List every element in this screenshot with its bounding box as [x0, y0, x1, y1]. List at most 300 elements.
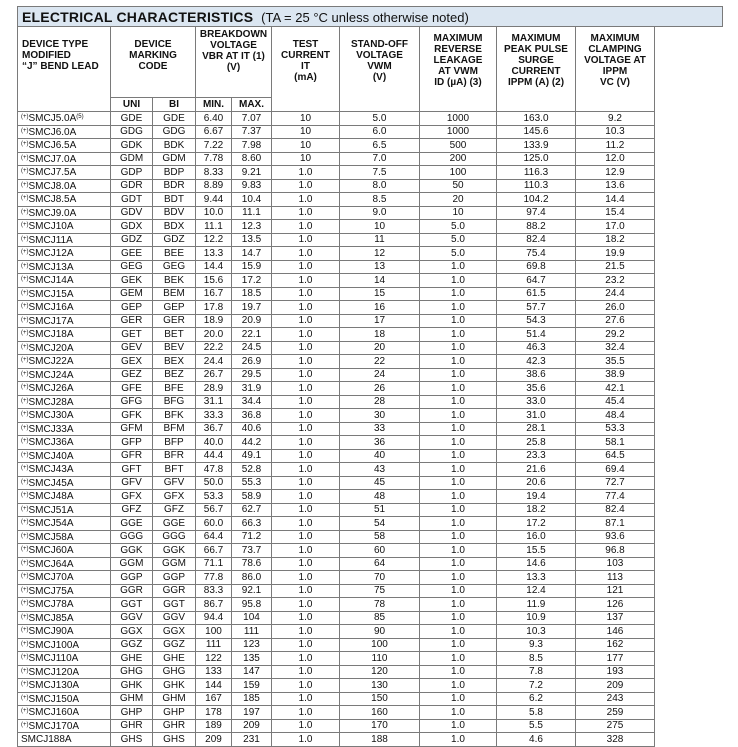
device-prefix-mark: (+) [21, 600, 29, 607]
cell-it: 1.0 [272, 449, 340, 463]
cell-max: 29.5 [232, 368, 272, 382]
header-leakage [420, 27, 497, 112]
cell-ippm: 14.6 [497, 557, 576, 571]
cell-uni: GDM [111, 152, 153, 166]
cell-id: 200 [420, 152, 497, 166]
header-breakdown-line3: VBR AT IT (1) [202, 51, 265, 62]
cell-max: 62.7 [232, 503, 272, 517]
cell-vc: 126 [576, 598, 655, 612]
cell-min: 15.6 [196, 274, 232, 288]
cell-vc: 27.6 [576, 314, 655, 328]
device-prefix-mark: (+) [21, 235, 29, 242]
cell-vwm: 10 [340, 220, 420, 234]
cell-device-type [18, 301, 111, 315]
table-row [18, 517, 723, 531]
cell-min: 86.7 [196, 598, 232, 612]
cell-min: 18.9 [196, 314, 232, 328]
cell-ippm: 17.2 [497, 517, 576, 531]
cell-device-type [18, 665, 111, 679]
cell-max: 123 [232, 638, 272, 652]
cell-it: 1.0 [272, 679, 340, 693]
cell-vwm: 110 [340, 652, 420, 666]
cell-bi: GHE [153, 652, 196, 666]
cell-id: 1.0 [420, 638, 497, 652]
cell-max: 24.5 [232, 341, 272, 355]
cell-uni: GET [111, 328, 153, 342]
device-name: SMCJ75A [28, 585, 74, 597]
cell-ippm: 11.9 [497, 598, 576, 612]
cell-vwm: 5.0 [340, 112, 420, 126]
cell-id: 1.0 [420, 490, 497, 504]
cell-max: 26.9 [232, 355, 272, 369]
header-standoff-line4: (V) [372, 72, 387, 83]
cell-max: 135 [232, 652, 272, 666]
header-marking-line1: DEVICE MARKING [129, 39, 177, 61]
cell-vwm: 54 [340, 517, 420, 531]
cell-min: 189 [196, 719, 232, 733]
cell-uni: GHM [111, 692, 153, 706]
cell-vwm: 6.5 [340, 139, 420, 153]
cell-uni: GGV [111, 611, 153, 625]
device-name: SMCJ70A [28, 572, 74, 584]
cell-min: 16.7 [196, 287, 232, 301]
cell-vc: 11.2 [576, 139, 655, 153]
title-note: (TA = 25 °C unless otherwise noted) [261, 9, 469, 25]
cell-vc: 162 [576, 638, 655, 652]
cell-it: 10 [272, 112, 340, 126]
cell-uni: GFX [111, 490, 153, 504]
cell-vc: 121 [576, 584, 655, 598]
table-row [18, 490, 723, 504]
cell-max: 49.1 [232, 449, 272, 463]
cell-max: 20.9 [232, 314, 272, 328]
device-name: SMCJ18A [28, 329, 74, 341]
device-name: SMCJ26A [28, 383, 74, 395]
header-marking-bi: BI [153, 98, 196, 112]
cell-min: 53.3 [196, 490, 232, 504]
cell-bi: GDZ [153, 233, 196, 247]
cell-device-type [18, 625, 111, 639]
cell-max: 185 [232, 692, 272, 706]
cell-vc: 259 [576, 706, 655, 720]
device-name: SMCJ30A [28, 410, 74, 422]
cell-id: 1.0 [420, 476, 497, 490]
cell-uni: GEE [111, 247, 153, 261]
cell-uni: GGK [111, 544, 153, 558]
cell-min: 6.67 [196, 125, 232, 139]
cell-max: 86.0 [232, 571, 272, 585]
table-row [18, 355, 723, 369]
cell-id: 1.0 [420, 517, 497, 531]
cell-id: 1000 [420, 125, 497, 139]
cell-device-type [18, 314, 111, 328]
cell-vwm: 12 [340, 247, 420, 261]
cell-it: 1.0 [272, 490, 340, 504]
cell-vwm: 70 [340, 571, 420, 585]
cell-device-type [18, 233, 111, 247]
cell-it: 1.0 [272, 463, 340, 477]
electrical-characteristics-table [17, 6, 723, 747]
cell-ippm: 6.2 [497, 692, 576, 706]
header-clamping-line1: MAXIMUM [590, 33, 640, 44]
cell-max: 22.1 [232, 328, 272, 342]
cell-id: 1.0 [420, 422, 497, 436]
cell-min: 20.0 [196, 328, 232, 342]
cell-min: 71.1 [196, 557, 232, 571]
cell-ippm: 28.1 [497, 422, 576, 436]
cell-min: 144 [196, 679, 232, 693]
cell-id: 1.0 [420, 733, 497, 747]
cell-uni: GDR [111, 179, 153, 193]
cell-ippm: 13.3 [497, 571, 576, 585]
cell-max: 7.37 [232, 125, 272, 139]
cell-it: 1.0 [272, 220, 340, 234]
device-name: SMCJ7.0A [28, 153, 77, 165]
device-name: SMCJ120A [28, 666, 80, 678]
device-prefix-mark: (+) [21, 370, 29, 377]
cell-min: 122 [196, 652, 232, 666]
cell-ippm: 23.3 [497, 449, 576, 463]
cell-max: 12.3 [232, 220, 272, 234]
cell-vwm: 16 [340, 301, 420, 315]
cell-id: 1.0 [420, 544, 497, 558]
cell-max: 31.9 [232, 382, 272, 396]
device-prefix-mark: (+) [21, 505, 29, 512]
header-leakage-line3: LEAKAGE [433, 55, 483, 66]
cell-device-type [18, 382, 111, 396]
cell-min: 22.2 [196, 341, 232, 355]
cell-vc: 209 [576, 679, 655, 693]
cell-bi: GHM [153, 692, 196, 706]
cell-min: 12.2 [196, 233, 232, 247]
cell-id: 1.0 [420, 274, 497, 288]
table-row [18, 179, 723, 193]
cell-ippm: 5.8 [497, 706, 576, 720]
cell-device-type [18, 328, 111, 342]
cell-vwm: 58 [340, 530, 420, 544]
cell-min: 100 [196, 625, 232, 639]
cell-min: 111 [196, 638, 232, 652]
cell-it: 1.0 [272, 503, 340, 517]
device-prefix-mark: (+) [21, 397, 29, 404]
table-row [18, 139, 723, 153]
device-name: SMCJ10A [28, 221, 74, 233]
cell-id: 1.0 [420, 328, 497, 342]
cell-ippm: 97.4 [497, 206, 576, 220]
cell-device-type [18, 422, 111, 436]
cell-it: 1.0 [272, 638, 340, 652]
cell-device-type [18, 355, 111, 369]
cell-device-type [18, 368, 111, 382]
cell-it: 1.0 [272, 260, 340, 274]
cell-id: 1.0 [420, 571, 497, 585]
cell-uni: GDP [111, 166, 153, 180]
device-prefix-mark: (+) [21, 262, 29, 269]
cell-id: 1.0 [420, 679, 497, 693]
cell-max: 8.60 [232, 152, 272, 166]
header-test-current-line4: (mA) [294, 72, 317, 83]
cell-vc: 53.3 [576, 422, 655, 436]
device-prefix-mark: (+) [21, 411, 29, 418]
cell-vwm: 36 [340, 436, 420, 450]
cell-ippm: 4.6 [497, 733, 576, 747]
cell-device-type [18, 436, 111, 450]
cell-bi: GGG [153, 530, 196, 544]
cell-ippm: 42.3 [497, 355, 576, 369]
cell-max: 13.5 [232, 233, 272, 247]
cell-min: 167 [196, 692, 232, 706]
cell-ippm: 145.6 [497, 125, 576, 139]
cell-max: 34.4 [232, 395, 272, 409]
cell-bi: BFK [153, 409, 196, 423]
header-standoff [340, 27, 420, 112]
header-device-type [18, 27, 111, 112]
cell-device-type [18, 706, 111, 720]
cell-vc: 64.5 [576, 449, 655, 463]
cell-ippm: 38.6 [497, 368, 576, 382]
device-name: SMCJ110A [28, 653, 79, 665]
cell-max: 92.1 [232, 584, 272, 598]
cell-id: 1.0 [420, 449, 497, 463]
cell-bi: GFV [153, 476, 196, 490]
cell-id: 1.0 [420, 598, 497, 612]
device-prefix-mark: (+) [21, 343, 29, 350]
table-row [18, 544, 723, 558]
cell-vc: 72.7 [576, 476, 655, 490]
cell-max: 10.4 [232, 193, 272, 207]
header-peak-pulse-line3: SURGE [518, 55, 554, 66]
device-prefix-mark: (+) [21, 721, 29, 728]
device-prefix-mark: (+) [21, 181, 29, 188]
cell-uni: GFV [111, 476, 153, 490]
cell-uni: GDG [111, 125, 153, 139]
device-name: SMCJ150A [28, 693, 80, 705]
cell-ippm: 15.5 [497, 544, 576, 558]
device-prefix-mark: (+) [21, 708, 29, 715]
device-prefix-mark: (+) [21, 438, 29, 445]
device-name: SMCJ60A [28, 545, 74, 557]
cell-max: 40.6 [232, 422, 272, 436]
header-peak-pulse-line4: CURRENT [511, 66, 561, 77]
cell-device-type [18, 503, 111, 517]
cell-vc: 26.0 [576, 301, 655, 315]
cell-uni: GER [111, 314, 153, 328]
cell-bi: GGZ [153, 638, 196, 652]
cell-it: 10 [272, 125, 340, 139]
table-row [18, 274, 723, 288]
cell-device-type [18, 179, 111, 193]
cell-id: 1.0 [420, 557, 497, 571]
cell-device-type [18, 611, 111, 625]
cell-vwm: 45 [340, 476, 420, 490]
cell-bi: GFX [153, 490, 196, 504]
cell-it: 1.0 [272, 571, 340, 585]
table-row [18, 557, 723, 571]
device-prefix-mark: (+) [21, 640, 29, 647]
cell-bi: BFE [153, 382, 196, 396]
cell-bi: BFM [153, 422, 196, 436]
cell-it: 1.0 [272, 395, 340, 409]
cell-it: 1.0 [272, 706, 340, 720]
cell-it: 1.0 [272, 652, 340, 666]
device-name: SMCJ85A [28, 612, 74, 624]
cell-min: 40.0 [196, 436, 232, 450]
cell-id: 1.0 [420, 503, 497, 517]
table-body [18, 112, 723, 747]
cell-it: 1.0 [272, 719, 340, 733]
cell-it: 1.0 [272, 584, 340, 598]
device-prefix-mark: (+) [21, 249, 29, 256]
device-prefix-mark: (+) [21, 289, 29, 296]
cell-it: 1.0 [272, 341, 340, 355]
cell-vwm: 188 [340, 733, 420, 747]
cell-vwm: 90 [340, 625, 420, 639]
cell-bi: GGX [153, 625, 196, 639]
cell-device-type [18, 476, 111, 490]
cell-bi: BDV [153, 206, 196, 220]
table-row [18, 571, 723, 585]
cell-vwm: 48 [340, 490, 420, 504]
cell-id: 5.0 [420, 233, 497, 247]
cell-vc: 58.1 [576, 436, 655, 450]
device-name: SMCJ20A [28, 342, 74, 354]
cell-vwm: 78 [340, 598, 420, 612]
title-main: ELECTRICAL CHARACTERISTICS [22, 8, 254, 25]
cell-ippm: 35.6 [497, 382, 576, 396]
device-prefix-mark: (+) [21, 465, 29, 472]
cell-uni: GEV [111, 341, 153, 355]
electrical-characteristics-table-container [17, 6, 722, 747]
cell-id: 1.0 [420, 301, 497, 315]
table-row [18, 449, 723, 463]
cell-ippm: 125.0 [497, 152, 576, 166]
cell-vwm: 85 [340, 611, 420, 625]
device-name: SMCJ170A [28, 720, 80, 732]
cell-bi: BFG [153, 395, 196, 409]
cell-vc: 9.2 [576, 112, 655, 126]
cell-max: 58.9 [232, 490, 272, 504]
cell-max: 71.2 [232, 530, 272, 544]
cell-it: 1.0 [272, 368, 340, 382]
header-standoff-line3: VWM [367, 61, 392, 72]
cell-max: 15.9 [232, 260, 272, 274]
cell-uni: GDT [111, 193, 153, 207]
header-test-current-line3: IT [301, 61, 310, 72]
cell-bi: BET [153, 328, 196, 342]
cell-min: 83.3 [196, 584, 232, 598]
header-test-current-line2: CURRENT [281, 50, 330, 61]
header-device-type-line2: MODIFIED [22, 50, 71, 61]
device-name: SMCJ15A [28, 288, 74, 300]
table-row [18, 422, 723, 436]
cell-uni: GDX [111, 220, 153, 234]
cell-id: 10 [420, 206, 497, 220]
table-row [18, 341, 723, 355]
device-name: SMCJ11A [28, 234, 73, 246]
cell-bi: GER [153, 314, 196, 328]
cell-bi: BEK [153, 274, 196, 288]
cell-uni: GGM [111, 557, 153, 571]
cell-max: 36.8 [232, 409, 272, 423]
device-name: SMCJ58A [28, 531, 74, 543]
cell-uni: GGX [111, 625, 153, 639]
cell-it: 1.0 [272, 611, 340, 625]
cell-max: 14.7 [232, 247, 272, 261]
cell-vwm: 60 [340, 544, 420, 558]
header-clamping-line3: VOLTAGE AT [584, 55, 646, 66]
cell-vwm: 6.0 [340, 125, 420, 139]
cell-vc: 328 [576, 733, 655, 747]
cell-max: 52.8 [232, 463, 272, 477]
cell-it: 10 [272, 152, 340, 166]
device-prefix-mark: (+) [21, 546, 29, 553]
cell-vwm: 64 [340, 557, 420, 571]
cell-it: 1.0 [272, 557, 340, 571]
cell-bi: GHK [153, 679, 196, 693]
table-row [18, 193, 723, 207]
cell-it: 1.0 [272, 233, 340, 247]
device-prefix-mark: (+) [21, 208, 29, 215]
table-row [18, 436, 723, 450]
table-row [18, 112, 723, 126]
table-row [18, 638, 723, 652]
cell-it: 1.0 [272, 665, 340, 679]
cell-device-type [18, 220, 111, 234]
cell-vc: 19.9 [576, 247, 655, 261]
cell-it: 1.0 [272, 179, 340, 193]
cell-vwm: 150 [340, 692, 420, 706]
cell-vwm: 9.0 [340, 206, 420, 220]
device-prefix-mark: (+) [21, 141, 29, 148]
cell-bi: GGM [153, 557, 196, 571]
cell-ippm: 104.2 [497, 193, 576, 207]
cell-device-type [18, 530, 111, 544]
cell-it: 1.0 [272, 544, 340, 558]
cell-device-type [18, 193, 111, 207]
cell-min: 66.7 [196, 544, 232, 558]
cell-device-type [18, 652, 111, 666]
header-breakdown-max: MAX. [232, 98, 272, 112]
cell-device-type [18, 544, 111, 558]
cell-it: 1.0 [272, 476, 340, 490]
device-prefix-mark: (+) [21, 613, 29, 620]
cell-vc: 103 [576, 557, 655, 571]
device-name: SMCJ6.0A [28, 126, 77, 138]
cell-bi: BDR [153, 179, 196, 193]
cell-uni: GFG [111, 395, 153, 409]
cell-uni: GDV [111, 206, 153, 220]
cell-it: 1.0 [272, 422, 340, 436]
cell-bi: BEX [153, 355, 196, 369]
table-row [18, 463, 723, 477]
cell-vc: 35.5 [576, 355, 655, 369]
table-row [18, 625, 723, 639]
cell-it: 10 [272, 139, 340, 153]
cell-vc: 275 [576, 719, 655, 733]
cell-min: 7.78 [196, 152, 232, 166]
device-prefix-mark: (+) [21, 627, 29, 634]
device-name: SMCJ22A [28, 356, 74, 368]
table-row [18, 220, 723, 234]
cell-min: 33.3 [196, 409, 232, 423]
cell-vc: 10.3 [576, 125, 655, 139]
device-prefix-mark: (+) [21, 127, 29, 134]
cell-ippm: 31.0 [497, 409, 576, 423]
cell-device-type [18, 125, 111, 139]
device-name: SMCJ90A [28, 626, 74, 638]
cell-vc: 29.2 [576, 328, 655, 342]
cell-uni: GEX [111, 355, 153, 369]
